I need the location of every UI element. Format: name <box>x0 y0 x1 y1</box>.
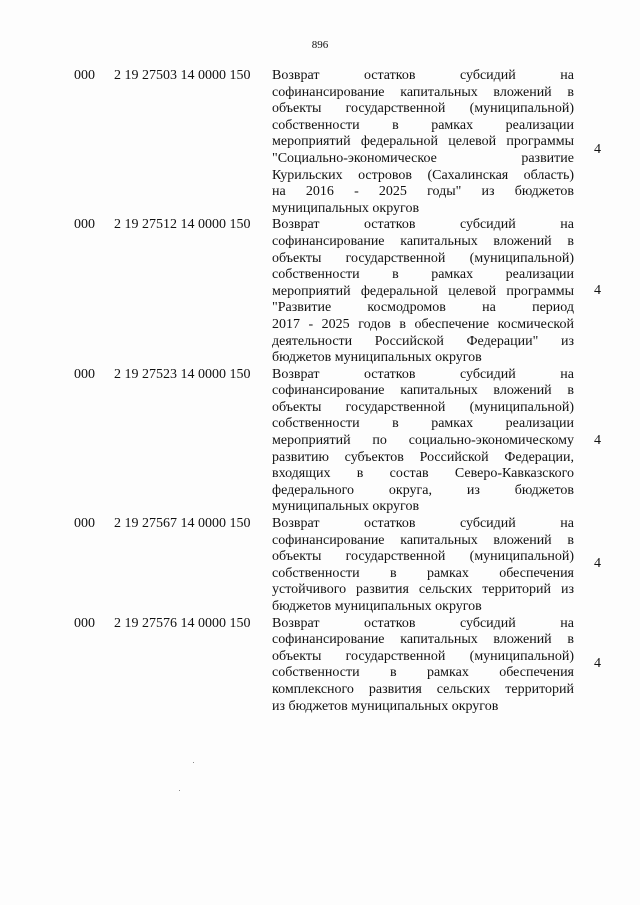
income-description <box>272 516 574 616</box>
description-line: Возврат остатков субсидий на <box>272 366 574 382</box>
table-row <box>74 68 620 217</box>
admin-code: 000 <box>74 615 95 631</box>
admin-code: 000 <box>74 68 95 83</box>
description-line: мероприятий по социально-экономическому <box>272 433 574 449</box>
income-description <box>272 68 574 217</box>
description-line: Курильских островов (Сахалинская область) <box>272 167 574 183</box>
description-line: из бюджетов муниципальных округов <box>272 698 499 714</box>
description-line: развитию субъектов Российской Федерации, <box>272 449 574 465</box>
budget-classification-code: 2 19 27567 14 0000 150 <box>114 516 251 532</box>
income-description <box>272 616 574 716</box>
admin-code: 000 <box>74 516 95 532</box>
description-line: объекты государственной (муниципальной) <box>272 549 574 565</box>
income-description <box>272 217 574 366</box>
page-number: 896 <box>311 39 329 51</box>
description-line: устойчивого развития сельских территорий из <box>272 582 574 598</box>
description-line: на 2016 - 2025 годы" из бюджетов <box>272 184 574 200</box>
description-line: собственности в рамках обеспечения <box>272 565 574 581</box>
distribution-norm: 4 <box>594 283 601 299</box>
distribution-norm: 4 <box>594 655 601 671</box>
description-line: собственности в рамках реализации <box>272 117 574 133</box>
description-line: деятельности Российской Федерации" из <box>272 333 574 349</box>
description-line: "Развитие космодромов на период <box>272 300 574 316</box>
description-line: бюджетов муниципальных округов <box>272 350 482 366</box>
description-line: комплексного развития сельских территорий <box>272 681 574 697</box>
description-line: Возврат остатков субсидий на <box>272 68 574 83</box>
description-line: мероприятий федеральной целевой программы <box>272 134 574 150</box>
description-line: объекты государственной (муниципальной) <box>272 399 574 415</box>
description-line: собственности в рамках реализации <box>272 416 574 432</box>
table-row <box>74 516 620 616</box>
description-line: Возврат остатков субсидий на <box>272 516 574 532</box>
scan-speck <box>193 762 194 763</box>
description-line: бюджетов муниципальных округов <box>272 599 482 614</box>
budget-classification-code: 2 19 27503 14 0000 150 <box>114 68 251 83</box>
description-line: объекты государственной (муниципальной) <box>272 101 574 117</box>
description-line: софинансирование капитальных вложений в <box>272 383 574 399</box>
distribution-norm: 4 <box>594 556 601 572</box>
description-line: Возврат остатков субсидий на <box>272 217 574 233</box>
budget-codes-table <box>74 68 620 715</box>
income-description <box>272 367 574 516</box>
description-line: софинансирование капитальных вложений в <box>272 233 574 249</box>
description-line: собственности в рамках обеспечения <box>272 665 574 681</box>
table-row <box>74 217 620 366</box>
description-line: муниципальных округов <box>272 200 420 216</box>
admin-code: 000 <box>74 366 95 382</box>
description-line: объекты государственной (муниципальной) <box>272 250 574 266</box>
admin-code: 000 <box>74 217 95 233</box>
description-line: входящих в состав Северо-Кавказского <box>272 466 574 482</box>
description-line: Возврат остатков субсидий на <box>272 615 574 631</box>
description-line: мероприятий федеральной целевой программы <box>272 283 574 299</box>
description-line: федерального округа, из бюджетов <box>272 482 574 498</box>
description-line: "Социально-экономическое развитие <box>272 150 574 166</box>
scan-speck <box>179 790 180 791</box>
description-line: 2017 - 2025 годов в обеспечение космической <box>272 316 574 332</box>
distribution-norm: 4 <box>594 142 601 157</box>
description-line: софинансирование капитальных вложений в <box>272 632 574 648</box>
budget-classification-code: 2 19 27523 14 0000 150 <box>114 366 251 382</box>
description-line: муниципальных округов <box>272 499 420 515</box>
budget-classification-code: 2 19 27512 14 0000 150 <box>114 217 251 233</box>
table-row <box>74 367 620 516</box>
table-row <box>74 616 620 716</box>
budget-classification-code: 2 19 27576 14 0000 150 <box>114 615 251 631</box>
description-line: софинансирование капитальных вложений в <box>272 84 574 100</box>
distribution-norm: 4 <box>594 432 601 448</box>
description-line: объекты государственной (муниципальной) <box>272 648 574 664</box>
description-line: софинансирование капитальных вложений в <box>272 532 574 548</box>
description-line: собственности в рамках реализации <box>272 267 574 283</box>
